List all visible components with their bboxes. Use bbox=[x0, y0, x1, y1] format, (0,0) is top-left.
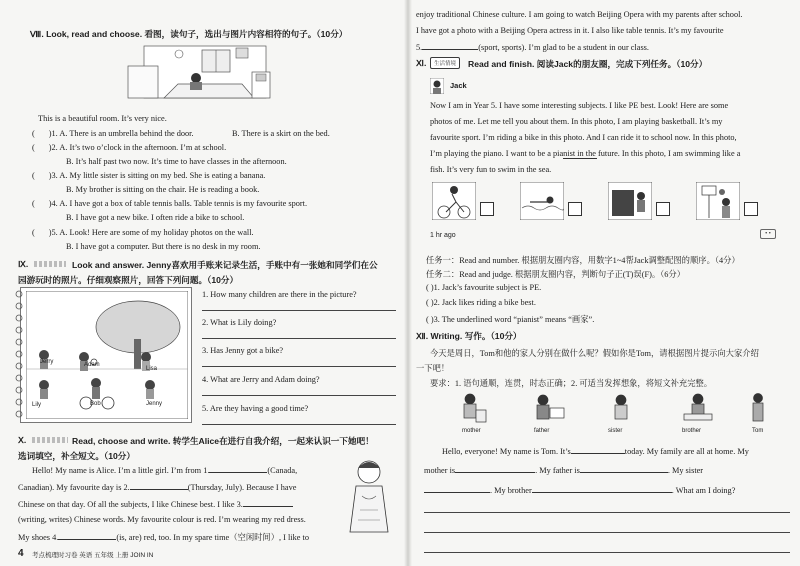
answer-line-2[interactable] bbox=[202, 338, 396, 339]
post-line-4: I’m playing the piano. I want to be a pianist in the future. In this photo, I am swimming like a bbox=[430, 149, 741, 158]
section-9-number: Ⅸ. bbox=[18, 259, 29, 269]
footer-text: 考点梳理时习卷 英语 五年级 上册 JOIN IN bbox=[32, 552, 154, 559]
label-lisa: Lisa bbox=[146, 366, 158, 372]
section-8-heading: Ⅷ. Look, read and choose. 看图，读句子，选出与图片内容相符的句子。（10分） bbox=[30, 29, 348, 39]
room-intro: This is a beautiful room. It’s very nice. bbox=[38, 114, 167, 123]
judge-3[interactable]: ( )3. The underlined word “pianist” means “画家”. bbox=[426, 315, 595, 324]
family-illustrations bbox=[448, 392, 768, 428]
writing-line-1: Hello, everyone! My name is Tom. It’s bbox=[442, 447, 571, 456]
writing-line-4[interactable] bbox=[424, 512, 790, 513]
answer-line-5[interactable] bbox=[202, 424, 396, 425]
label-jenny: Jenny bbox=[146, 401, 163, 407]
page-number: 4 bbox=[18, 548, 24, 559]
writing-prompt-1: 今天是周日，Tom和他的家人分别在做什么呢？假如你是Tom，请根据图片提示向大家介绍 bbox=[430, 349, 759, 358]
post-line-5: fish. It’s very fun to swim in the sea. bbox=[430, 165, 552, 174]
label-sister: sister bbox=[608, 428, 623, 434]
writing-line-2: mother is bbox=[424, 466, 456, 475]
section-10-heading: Read, choose and write. 转学生Alice在进行自我介绍，一起来认识一下她吧！ bbox=[72, 436, 374, 446]
photo-swimming bbox=[520, 182, 564, 220]
pianist-underline bbox=[563, 158, 597, 159]
left-page: Ⅷ. Look, read and choose. 看图，读句子，选出与图片内容相符的句子。（10分） This is a beautiful room. It’s very nice. ( )1. A. There is an umbrella behind the door. B. There is a skirt on the bed. ( )2. A. It’s two o’clock in the afternoon. I’m at school. B. It’s half past two now. It’s time to have classes in the afternoon. ( )3. A. My little sister is sitting on my bed. She is eating a banana. B. My brother is sitting on the chair. He is reading a book. ( )4. A. I have got a box of table tennis balls. Table tennis is my favourite sport. B. I have got a new bike. I often ride a bike to school. ( )5. A. Look! Here are some of my holiday photos on the wall. B. I have got a computer. But there is no desk in my room. Ⅸ. Look and answer. Jenny喜欢用手账来记录生活，手账中有一张她和同学们在公 园游玩时的照片。仔细观察照片，回答下列问题。（10分） Jerry Adam Lisa Lily Bob Jenny 1. How many children are there in the picture? 2. What is Lily doing? 3. Has Jenny got a bike? 4. What are Jerry and Adam doing? 5. Are they having a good time? Ⅹ. Read, choose and write. 转学生Alice在进行自我介绍，一起来认识一下她吧！ 选词填空，补全短文。（10分） Hello! My name is Alice. I’m a little girl. I’m from 1. (Canada, Canadian). My favourite day is 2. (Thursday, July). Because I have Chinese on that day. Of all the subjects, I like Chinese best. I like 3. (writing, writes) Chinese words. My favourite colour is red. I’m wearing my red dress. My shoes 4. (is, are) red, too. In my spare time（空闲时间）, I like to 4 考点梳理时习卷 英语 五年级 上册 JOIN IN bbox=[0, 0, 408, 566]
number-box-3[interactable] bbox=[656, 202, 670, 216]
writing-line-6[interactable] bbox=[424, 552, 790, 553]
blank-1[interactable] bbox=[209, 465, 267, 473]
right-page: enjoy traditional Chinese culture. I am going to watch Beijing Opera with my parents after school. I have got a photo with a Beijing Opera actress in it. I also like table tennis. It’s my favourite 5. (sport, sports). I’m glad to be a student in our class. Ⅺ. 生活情境 Read and finish. 阅读Jack的朋友圈，完成下列任务。（10分） Jack Now I am in Year 5. I have some interesting subjects. I like PE best. Look! Here are some photos of me. Let me tell you about them. In this photo, I am playing basketball. It’s my favourite sport. I’m riding a bike in this photo. And I can ride it to school now. In this photo, I’m playing the piano. I want to be a pianist in the future. In this photo, I am swimming like a fish. It’s very fun to swim in the sea. 1 hr ago • • 任务一：Read and number. 根据朋友圈内容，用数字1~4帮Jack调整配图的顺序。（4分） 任务二：Read and judge. 根据朋友圈内容，判断句子正(T)误(F)。（6分） ( )1. Jack’s favourite subject is PE. ( )2. Jack likes riding a bike best. ( )3. The underlined word “pianist” means “画家”. Ⅻ. Writing. 写作。（10分） 今天是周日，Tom和他的家人分别在做什么呢？假如你是Tom，请根据图片提示向大家介绍 一下吧！ 要求：1. 语句通顺，连贯，时态正确；2. 可适当发挥想象，将短文补充完整。 mother father sister brother Tom Hello, everyone! My name is Tom. It’s today. My family are all at home. My mother is . My father is . My sister . My brother . What am I doing? bbox=[408, 0, 800, 566]
blank-3[interactable] bbox=[243, 499, 293, 507]
blank-2[interactable] bbox=[130, 482, 188, 490]
answer-line-1[interactable] bbox=[202, 310, 396, 311]
room-illustration bbox=[124, 44, 284, 106]
question-3: 3. Has Jenny got a bike? bbox=[202, 346, 284, 355]
section-tag-decoration bbox=[32, 437, 68, 443]
photo-playing-basketball bbox=[696, 182, 740, 220]
continued-line-1: enjoy traditional Chinese culture. I am going to watch Beijing Opera with my parents after school. bbox=[416, 10, 743, 19]
section-10-number: Ⅹ. bbox=[18, 435, 27, 445]
label-brother: brother bbox=[682, 428, 702, 434]
question-4: 4. What are Jerry and Adam doing? bbox=[202, 375, 320, 384]
option-3a: 3. A. My little sister is sitting on my bed. She is eating a banana. bbox=[51, 171, 266, 180]
option-4a: 4. A. I have got a box of table tennis balls. Table tennis is my favourite sport. bbox=[51, 199, 308, 208]
judge-2[interactable]: ( )2. Jack likes riding a bike best. bbox=[426, 298, 536, 307]
para-line-4: (writing, writes) Chinese words. My favourite colour is red. I’m wearing my red dress. bbox=[18, 515, 306, 524]
question-5: 5. Are they having a good time? bbox=[202, 404, 309, 413]
writing-blank-brother[interactable] bbox=[532, 485, 672, 493]
number-box-4[interactable] bbox=[744, 202, 758, 216]
more-button[interactable]: • • bbox=[760, 229, 776, 239]
para-line-5: My shoes 4. bbox=[18, 533, 59, 542]
judge-1[interactable]: ( )1. Jack’s favourite subject is PE. bbox=[426, 283, 542, 292]
label-tom: Tom bbox=[752, 428, 764, 434]
writing-line-5[interactable] bbox=[424, 532, 790, 533]
option-4b: B. I have got a new bike. I often ride a bike to school. bbox=[66, 213, 245, 222]
section-10-heading-cont: 选词填空，补全短文。（10分） bbox=[18, 451, 135, 461]
writing-line-3: . My brother bbox=[490, 486, 532, 495]
number-box-2[interactable] bbox=[568, 202, 582, 216]
section-11-number: Ⅺ. bbox=[416, 58, 427, 68]
section-9-heading: Look and answer. Jenny喜欢用手账来记录生活，手账中有一张她和同学们在公 bbox=[72, 260, 378, 270]
label-jerry: Jerry bbox=[40, 359, 54, 365]
writing-blank-father[interactable] bbox=[580, 465, 668, 473]
para-line-1: Hello! My name is Alice. I’m a little girl. I’m from 1. bbox=[32, 466, 210, 475]
section-tag-decoration bbox=[34, 261, 66, 267]
blank-5[interactable] bbox=[422, 42, 478, 50]
para-line-2: Canadian). My favourite day is 2. bbox=[18, 483, 130, 492]
task-1: 任务一：Read and number. 根据朋友圈内容，用数字1~4帮Jack调整配图的顺序。（4分） bbox=[426, 256, 740, 265]
writing-blank-sister[interactable] bbox=[424, 485, 490, 493]
photo-riding-bike bbox=[432, 182, 476, 220]
alice-illustration bbox=[344, 456, 394, 536]
label-bob: Bob bbox=[90, 401, 101, 407]
continued-line-3: (sport, sports). I’m glad to be a student in our class. bbox=[478, 43, 649, 52]
option-5a: 5. A. Look! Here are some of my holiday photos on the wall. bbox=[51, 228, 254, 237]
answer-line-3[interactable] bbox=[202, 366, 396, 367]
writing-requirements: 要求：1. 语句通顺，连贯，时态正确；2. 可适当发挥想象，将短文补充完整。 bbox=[430, 379, 713, 388]
label-adam: Adam bbox=[84, 362, 100, 368]
question-1: 1. How many children are there in the picture? bbox=[202, 290, 357, 299]
question-2: 2. What is Lily doing? bbox=[202, 318, 277, 327]
para-line-3: Chinese on that day. Of all the subjects, I like Chinese best. I like 3. bbox=[18, 500, 243, 509]
jack-avatar bbox=[430, 78, 444, 94]
option-2b: B. It’s half past two now. It’s time to have classes in the afternoon. bbox=[66, 157, 287, 166]
number-box-1[interactable] bbox=[480, 202, 494, 216]
answer-paren[interactable]: ( bbox=[32, 129, 35, 138]
post-line-1: Now I am in Year 5. I have some interesting subjects. I like PE best. Look! Here are some bbox=[430, 101, 729, 110]
section-12-heading: Ⅻ. Writing. 写作。（10分） bbox=[416, 331, 522, 341]
post-time: 1 hr ago bbox=[430, 232, 456, 239]
option-3b: B. My brother is sitting on the chair. He is reading a book. bbox=[66, 185, 260, 194]
option-2a: 2. A. It’s two o’clock in the afternoon. I’m at school. bbox=[51, 143, 227, 152]
post-line-3: favourite sport. I’m riding a bike in this photo. And I can ride it to school now. In this photo, bbox=[430, 133, 737, 142]
section-11-tag: 生活情境 bbox=[430, 57, 460, 69]
spiral-binding bbox=[14, 288, 24, 422]
section-11-heading: Read and finish. 阅读Jack的朋友圈，完成下列任务。（10分） bbox=[468, 59, 708, 69]
post-line-2: photos of me. Let me tell you about them. In this photo, I am playing basketball. It’s my bbox=[430, 117, 723, 126]
label-mother: mother bbox=[462, 428, 481, 434]
option-1a: 1. A. There is an umbrella behind the door. bbox=[51, 129, 194, 138]
park-illustration bbox=[26, 291, 188, 419]
writing-prompt-2: 一下吧！ bbox=[416, 364, 450, 373]
photo-playing-piano bbox=[608, 182, 652, 220]
label-lily: Lily bbox=[32, 402, 42, 408]
task-2: 任务二：Read and judge. 根据朋友圈内容，判断句子正(T)误(F)。（6分） bbox=[426, 270, 686, 279]
jack-name: Jack bbox=[450, 81, 467, 90]
label-father: father bbox=[534, 428, 550, 434]
blank-4[interactable] bbox=[58, 532, 116, 540]
section-9-heading-cont: 园游玩时的照片。仔细观察照片，回答下列问题。 bbox=[18, 275, 208, 285]
writing-blank-mother[interactable] bbox=[455, 465, 535, 473]
option-1b: B. There is a skirt on the bed. bbox=[232, 129, 330, 138]
writing-blank-day[interactable] bbox=[571, 446, 625, 454]
answer-line-4[interactable] bbox=[202, 395, 396, 396]
continued-line-2: I have got a photo with a Beijing Opera actress in it. I also like table tennis. It’s my favourite bbox=[416, 26, 724, 35]
option-5b: B. I have got a computer. But there is no desk in my room. bbox=[66, 242, 261, 251]
